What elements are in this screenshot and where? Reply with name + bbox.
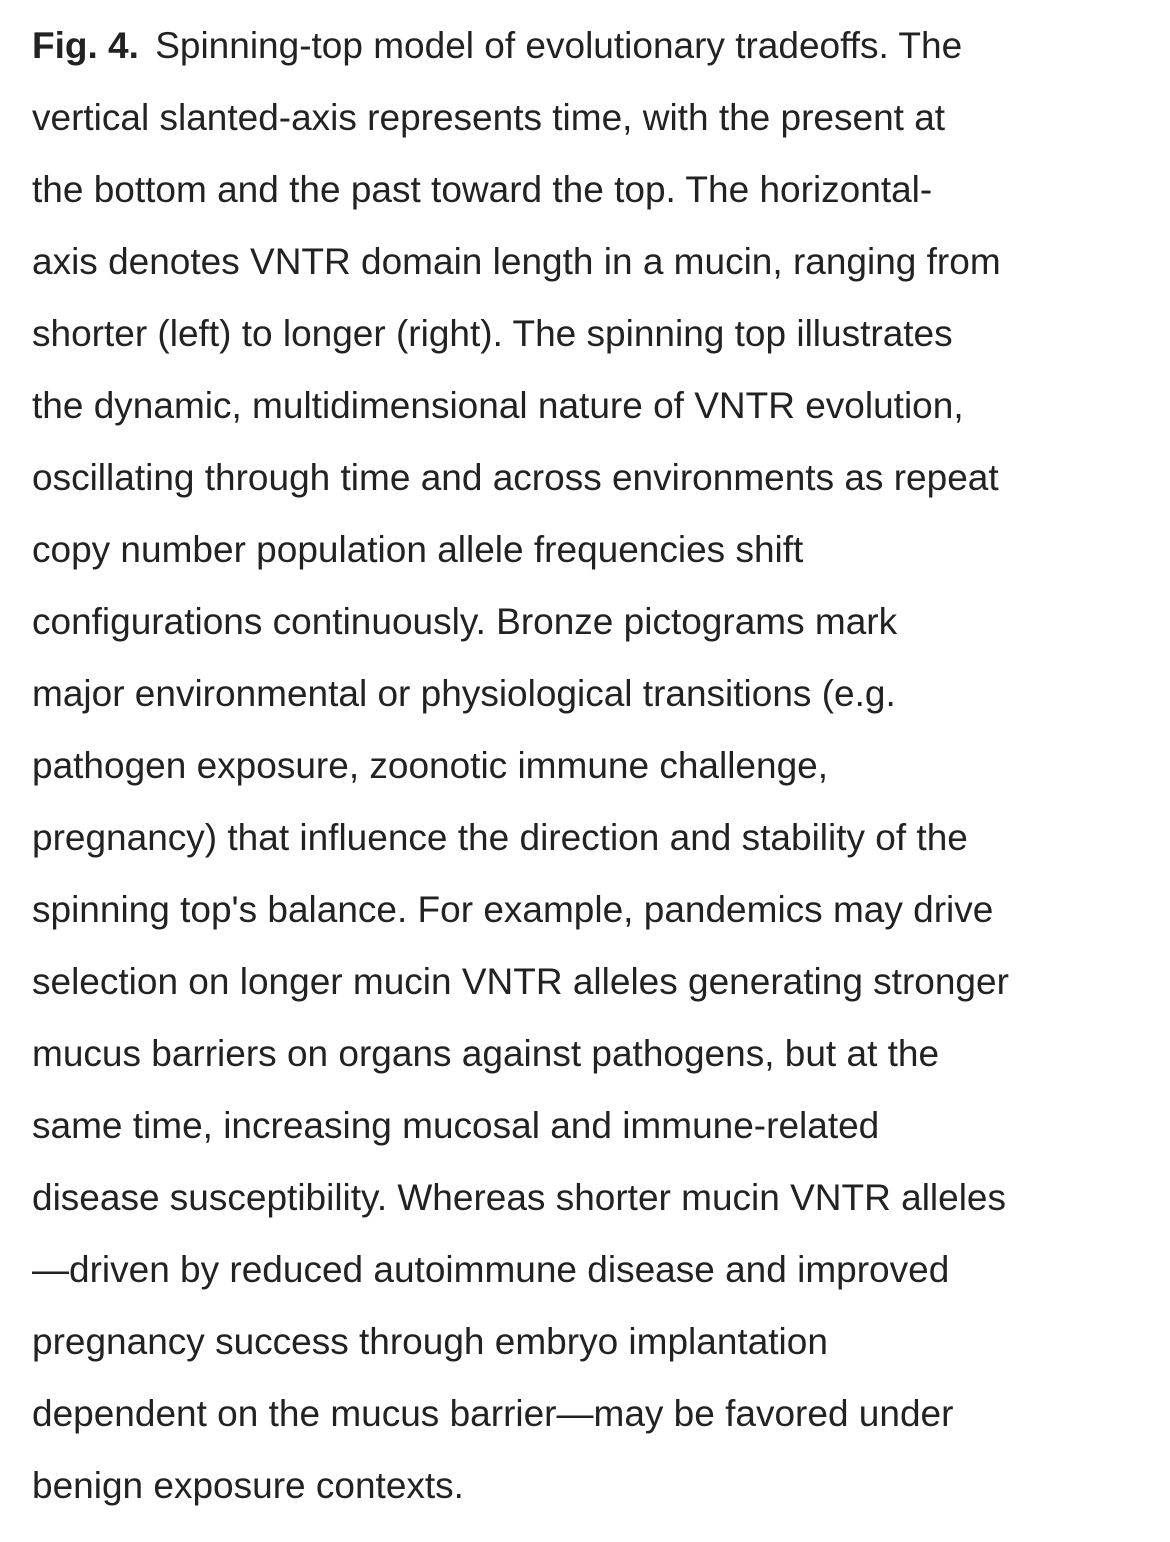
caption-line-16: same time, increasing mucosal and immune-related — [32, 1105, 880, 1146]
caption-line-9: configurations continuously. Bronze pictograms mark — [32, 601, 898, 642]
caption-line-21: benign exposure contexts. — [32, 1465, 464, 1506]
caption-line-17: disease susceptibility. Whereas shorter mucin VNTR alleles — [32, 1177, 1007, 1218]
caption-line-6: the dynamic, multidimensional nature of VNTR evolution, — [32, 385, 964, 426]
figure-label: Fig. 4. — [32, 25, 139, 66]
caption-line-12: pregnancy) that influence the direction and stability of the — [32, 817, 968, 858]
caption-line-14: selection on longer mucin VNTR alleles generating stronger — [32, 961, 1009, 1002]
figure-caption — [32, 10, 1140, 1522]
caption-line-20: dependent on the mucus barrier—may be favored under — [32, 1393, 954, 1434]
caption-line-1 — [32, 10, 1140, 82]
caption-line-10: major environmental or physiological transitions (e.g. — [32, 673, 896, 714]
caption-line-2: vertical slanted-axis represents time, with the present at — [32, 97, 946, 138]
caption-line-4: axis denotes VNTR domain length in a mucin, ranging from — [32, 241, 1001, 282]
caption-line-19: pregnancy success through embryo implantation — [32, 1321, 828, 1362]
caption-line-5: shorter (left) to longer (right). The spinning top illustrates — [32, 313, 953, 354]
caption-line-15: mucus barriers on organs against pathogens, but at the — [32, 1033, 940, 1074]
caption-line-8: copy number population allele frequencies shift — [32, 529, 804, 570]
caption-line-11: pathogen exposure, zoonotic immune challenge, — [32, 745, 829, 786]
caption-line-13: spinning top's balance. For example, pandemics may drive — [32, 889, 994, 930]
caption-line-text: Spinning-top model of evolutionary tradeoffs. The — [155, 25, 963, 66]
caption-line-7: oscillating through time and across environments as repeat — [32, 457, 999, 498]
caption-line-3: the bottom and the past toward the top. The horizontal- — [32, 169, 933, 210]
caption-line-18: —driven by reduced autoimmune disease and improved — [32, 1249, 950, 1290]
